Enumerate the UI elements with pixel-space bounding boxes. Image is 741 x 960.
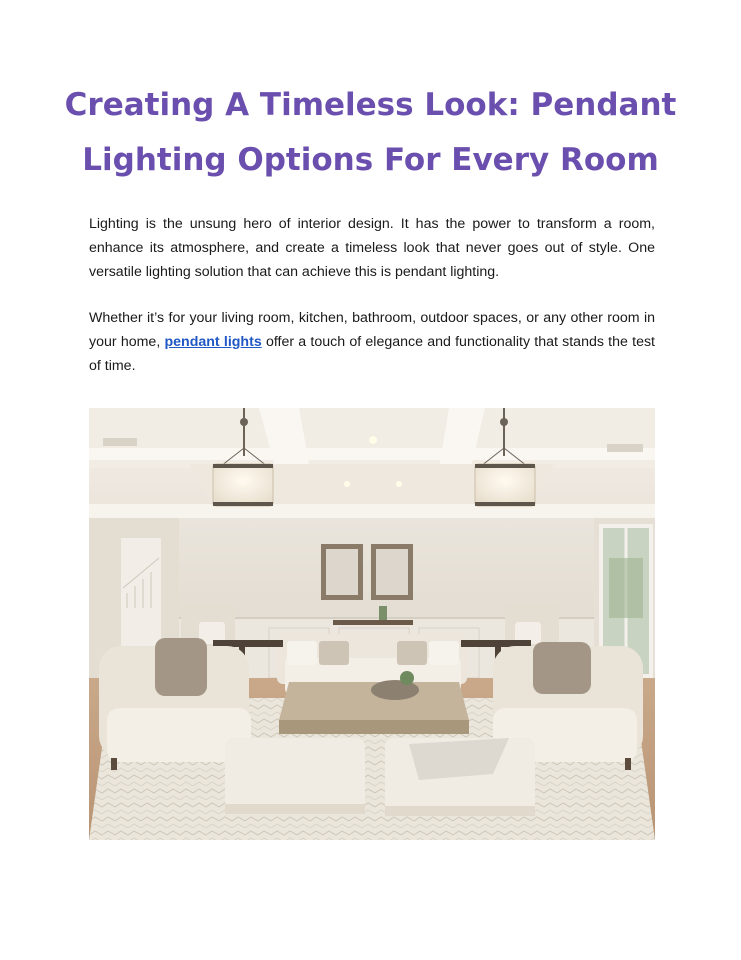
second-paragraph: [89, 306, 655, 378]
paragraph-text-start: Whether it’s for your living room, kitchen, bathroom, outdoor spaces, or any other room in your home,: [89, 310, 655, 350]
page-title: Creating A Timeless Look: Pendant Lighting Options For Every Room: [64, 87, 677, 178]
intro-paragraph: Lighting is the unsung hero of interior design. It has the power to transform a room, enhance its atmosphere, and create a timeless look that never goes out of style. One versatile lighting solution that can achieve this is pendant lighting.: [89, 216, 655, 280]
pendant-lights-link[interactable]: pendant lights: [164, 334, 262, 350]
living-room-photo: [89, 408, 655, 840]
paragraph-text-end: offer a touch of elegance and functionality that stands the test of time.: [89, 334, 655, 374]
